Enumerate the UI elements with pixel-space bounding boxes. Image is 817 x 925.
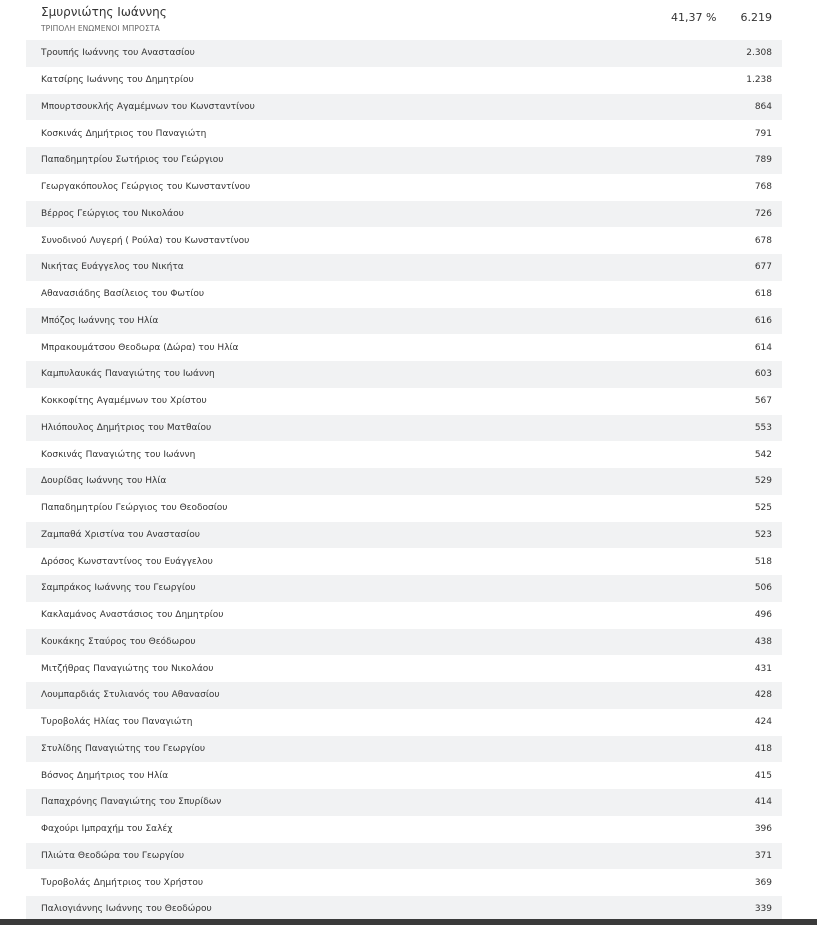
candidate-votes: 614	[754, 342, 772, 353]
table-row	[26, 415, 782, 442]
table-row	[26, 495, 782, 522]
candidate-name: Δουρίδας Ιωάννης του Ηλία	[41, 476, 167, 487]
candidate-name: Γεωργακόπουλος Γεώργιος του Κωνσταντίνου	[41, 182, 251, 193]
table-row	[26, 468, 782, 495]
table-row	[26, 40, 782, 67]
candidate-votes: 496	[754, 610, 772, 621]
candidate-votes: 542	[754, 449, 772, 460]
candidate-name: Κοσκινάς Δημήτριος του Παναγιώτη	[41, 128, 207, 139]
table-row	[26, 441, 782, 468]
candidate-votes: 415	[754, 770, 772, 781]
table-row	[26, 682, 782, 709]
candidate-votes: 603	[754, 369, 772, 380]
vote-percentage: 41,37 %	[671, 11, 717, 24]
table-row	[26, 281, 782, 308]
table-row	[26, 254, 782, 281]
candidate-votes: 678	[754, 235, 772, 246]
candidate-votes: 529	[754, 476, 772, 487]
candidate-votes: 518	[754, 556, 772, 567]
candidate-votes: 506	[754, 583, 772, 594]
candidate-votes: 789	[754, 155, 772, 166]
table-row	[26, 843, 782, 870]
candidate-name: Παπαχρόνης Παναγιώτης του Σπυρίδων	[41, 797, 222, 808]
candidate-votes: 339	[754, 904, 772, 915]
table-row	[26, 227, 782, 254]
candidate-votes: 677	[754, 262, 772, 273]
candidate-name: Λουμπαρδιάς Στυλιανός του Αθανασίου	[41, 690, 220, 701]
table-row	[26, 361, 782, 388]
candidate-votes: 618	[754, 289, 772, 300]
candidate-votes: 768	[754, 182, 772, 193]
candidate-votes: 553	[754, 422, 772, 433]
mayor-candidate-header[interactable]	[26, 0, 782, 40]
table-row	[26, 67, 782, 94]
candidate-name: Καμπυλαυκάς Παναγιώτης του Ιωάννη	[41, 369, 215, 380]
candidate-name: Παπαδημητρίου Σωτήριος του Γεώργιου	[41, 155, 224, 166]
candidate-name: Παλιογιάννης Ιωάννης του Θεοδώρου	[41, 904, 212, 915]
candidate-votes: 1.238	[746, 75, 772, 86]
total-votes: 6.219	[740, 11, 772, 24]
table-row	[26, 334, 782, 361]
candidate-name: Παπαδημητρίου Γεώργιος του Θεοδοσίου	[41, 503, 228, 514]
table-row	[26, 655, 782, 682]
horizontal-scrollbar[interactable]	[0, 919, 817, 925]
candidate-name: Ηλιόπουλος Δημήτριος του Ματθαίου	[41, 422, 212, 433]
candidate-name: Συνοδινού Λυγερή ( Ρούλα) του Κωνσταντίνου	[41, 235, 250, 246]
mayor-candidate-name: Σμυρνιώτης Ιωάννης	[41, 5, 167, 19]
table-row	[26, 762, 782, 789]
table-row	[26, 388, 782, 415]
candidate-name: Τυροβολάς Ηλίας του Παναγιώτη	[41, 717, 193, 728]
table-row	[26, 522, 782, 549]
candidate-name: Δρόσος Κωνσταντίνος του Ευάγγελου	[41, 556, 213, 567]
candidate-votes: 371	[754, 850, 772, 861]
candidate-name: Κοσκινάς Παναγιώτης του Ιωάννη	[41, 449, 196, 460]
table-row	[26, 147, 782, 174]
candidate-name: Πλιώτα Θεοδώρα του Γεωργίου	[41, 850, 185, 861]
candidate-name: Νικήτας Ευάγγελος του Νικήτα	[41, 262, 184, 273]
candidate-name: Τρουπής Ιωάννης του Αναστασίου	[41, 48, 195, 59]
candidate-votes: 567	[754, 396, 772, 407]
candidate-votes: 418	[754, 743, 772, 754]
candidate-name: Στυλίδης Παναγιώτης του Γεωργίου	[41, 743, 206, 754]
candidate-name: Φαχούρι Ιμπραχήμ του Σαλέχ	[41, 824, 173, 835]
party-name: ΤΡΙΠΟΛΗ ΕΝΩΜΕΝΟΙ ΜΠΡΟΣΤΑ	[41, 24, 160, 33]
table-row	[26, 869, 782, 896]
table-row	[26, 548, 782, 575]
candidate-name: Μπρακουμάτσου Θεοδωρα (Δώρα) του Ηλία	[41, 342, 239, 353]
candidate-votes: 726	[754, 208, 772, 219]
candidate-name: Κουκάκης Σταύρος του Θεόδωρου	[41, 636, 196, 647]
table-row	[26, 629, 782, 656]
candidate-name: Κατσίρης Ιωάννης του Δημητρίου	[41, 75, 194, 86]
table-row	[26, 575, 782, 602]
candidate-votes: 369	[754, 877, 772, 888]
candidate-name: Μιτζήθρας Παναγιώτης του Νικολάου	[41, 663, 214, 674]
candidate-name: Ζαμπαθά Χριστίνα του Αναστασίου	[41, 529, 201, 540]
candidate-name: Κοκκοφίτης Αγαμέμνων του Χρίστου	[41, 396, 207, 407]
council-candidates-list	[26, 40, 782, 923]
table-row	[26, 709, 782, 736]
candidate-votes: 616	[754, 315, 772, 326]
table-row	[26, 816, 782, 843]
table-row	[26, 602, 782, 629]
candidate-name: Τυροβολάς Δημήτριος του Χρήστου	[41, 877, 204, 888]
candidate-votes: 864	[754, 101, 772, 112]
candidate-name: Κακλαμάνος Αναστάσιος του Δημητρίου	[41, 610, 224, 621]
candidate-votes: 791	[754, 128, 772, 139]
table-row	[26, 94, 782, 121]
candidate-name: Αθανασιάδης Βασίλειος του Φωτίου	[41, 289, 205, 300]
candidate-votes: 525	[754, 503, 772, 514]
candidate-votes: 431	[754, 663, 772, 674]
candidate-votes: 428	[754, 690, 772, 701]
candidate-votes: 2.308	[746, 48, 772, 59]
table-row	[26, 201, 782, 228]
candidate-name: Βέρρος Γεώργιος του Νικολάου	[41, 208, 184, 219]
candidate-votes: 438	[754, 636, 772, 647]
table-row	[26, 174, 782, 201]
candidate-name: Σαμπράκος Ιωάννης του Γεωργίου	[41, 583, 196, 594]
candidate-votes: 396	[754, 824, 772, 835]
table-row	[26, 120, 782, 147]
table-row	[26, 308, 782, 335]
table-row	[26, 789, 782, 816]
candidate-votes: 523	[754, 529, 772, 540]
candidate-name: Μπουρτσουκλής Αγαμέμνων του Κωνσταντίνου	[41, 101, 255, 112]
table-row	[26, 736, 782, 763]
candidate-votes: 414	[754, 797, 772, 808]
candidate-votes: 424	[754, 717, 772, 728]
candidate-name: Μπόζος Ιωάννης του Ηλία	[41, 315, 159, 326]
candidate-name: Βόσνος Δημήτριος του Ηλία	[41, 770, 169, 781]
